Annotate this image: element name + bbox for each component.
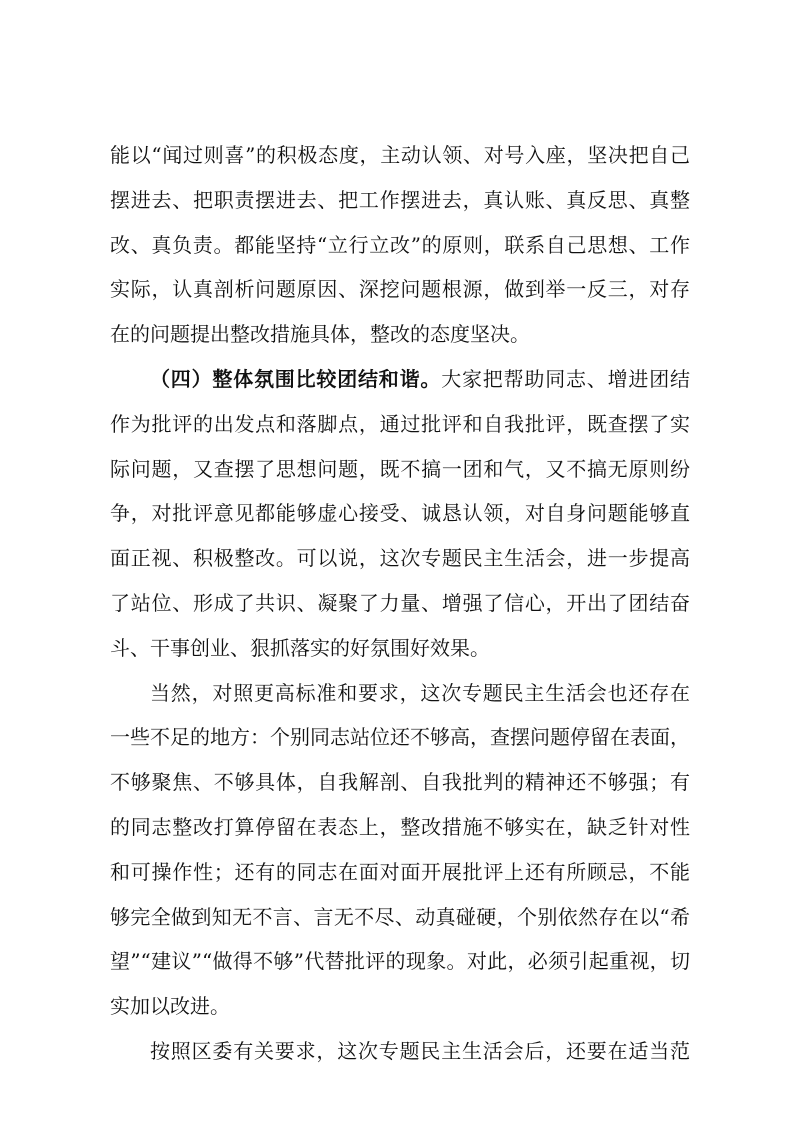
paragraph-2-line-4: 争，对批评意见都能够虚心接受、诚恳认领，对自身问题能够直 — [110, 501, 690, 526]
paragraph-3-line-1: 当然，对照更高标准和要求，这次专题民主生活会也还存在 — [150, 680, 690, 705]
paragraph-3-line-7: 望”“建议”“做得不够”代替批评的现象。对此，必须引起重视，切 — [110, 949, 690, 974]
paragraph-2-line-5: 面正视、积极整改。可以说，这次专题民主生活会，进一步提高 — [110, 546, 690, 571]
paragraph-1-line-4: 实际，认真剖析问题原因、深挖问题根源，做到举一反三，对存 — [110, 277, 690, 302]
paragraph-2-line-6: 了站位、形成了共识、凝聚了力量、增强了信心，开出了团结奋 — [110, 590, 690, 615]
paragraph-2-line-2: 作为批评的出发点和落脚点，通过批评和自我批评，既查摆了实 — [110, 411, 690, 436]
paragraph-2-line-3: 际问题，又查摆了思想问题，既不搞一团和气，又不搞无原则纷 — [110, 456, 690, 481]
paragraph-2-line-1 — [110, 357, 690, 402]
paragraph-4-line-1: 按照区委有关要求，这次专题民主生活会后，还要在适当范 — [150, 1038, 690, 1063]
paragraph-3-line-3: 不够聚焦、不够具体，自我解剖、自我批判的精神还不够强；有 — [110, 770, 690, 795]
paragraph-3-line-5: 和可操作性；还有的同志在面对面开展批评上还有所顾忌，不能 — [110, 859, 690, 884]
paragraph-3-line-4: 的同志整改打算停留在表态上，整改措施不够实在，缺乏针对性 — [110, 814, 690, 839]
paragraph-3-line-6: 够完全做到知无不言、言无不尽、动真碰硬，个别依然存在以“希 — [110, 904, 690, 929]
paragraph-1-line-1: 能以“闻过则喜”的积极态度，主动认领、对号入座，坚决把自己 — [110, 143, 690, 167]
paragraph-3-line-8: 实加以改进。 — [110, 994, 230, 1019]
document-body — [110, 133, 690, 1074]
paragraph-1-line-2: 摆进去、把职责摆进去、把工作摆进去，真认账、真反思、真整 — [110, 187, 690, 212]
paragraph-2-line-7: 斗、干事创业、狠抓落实的好氛围好效果。 — [110, 635, 490, 660]
paragraph-1-line-3: 改、真负责。都能坚持“立行立改”的原则，联系自己思想、工作 — [110, 232, 690, 257]
paragraph-1-line-5: 在的问题提出整改措施具体，整改的态度坚决。 — [110, 322, 530, 347]
paragraph-3-line-2: 一些不足的地方：个别同志站位还不够高，查摆问题停留在表面， — [110, 725, 690, 750]
section-heading: （四）整体氛围比较团结和谐。 — [150, 366, 442, 391]
paragraph-2-first-text: 大家把帮助同志、增进团结 — [441, 366, 690, 391]
